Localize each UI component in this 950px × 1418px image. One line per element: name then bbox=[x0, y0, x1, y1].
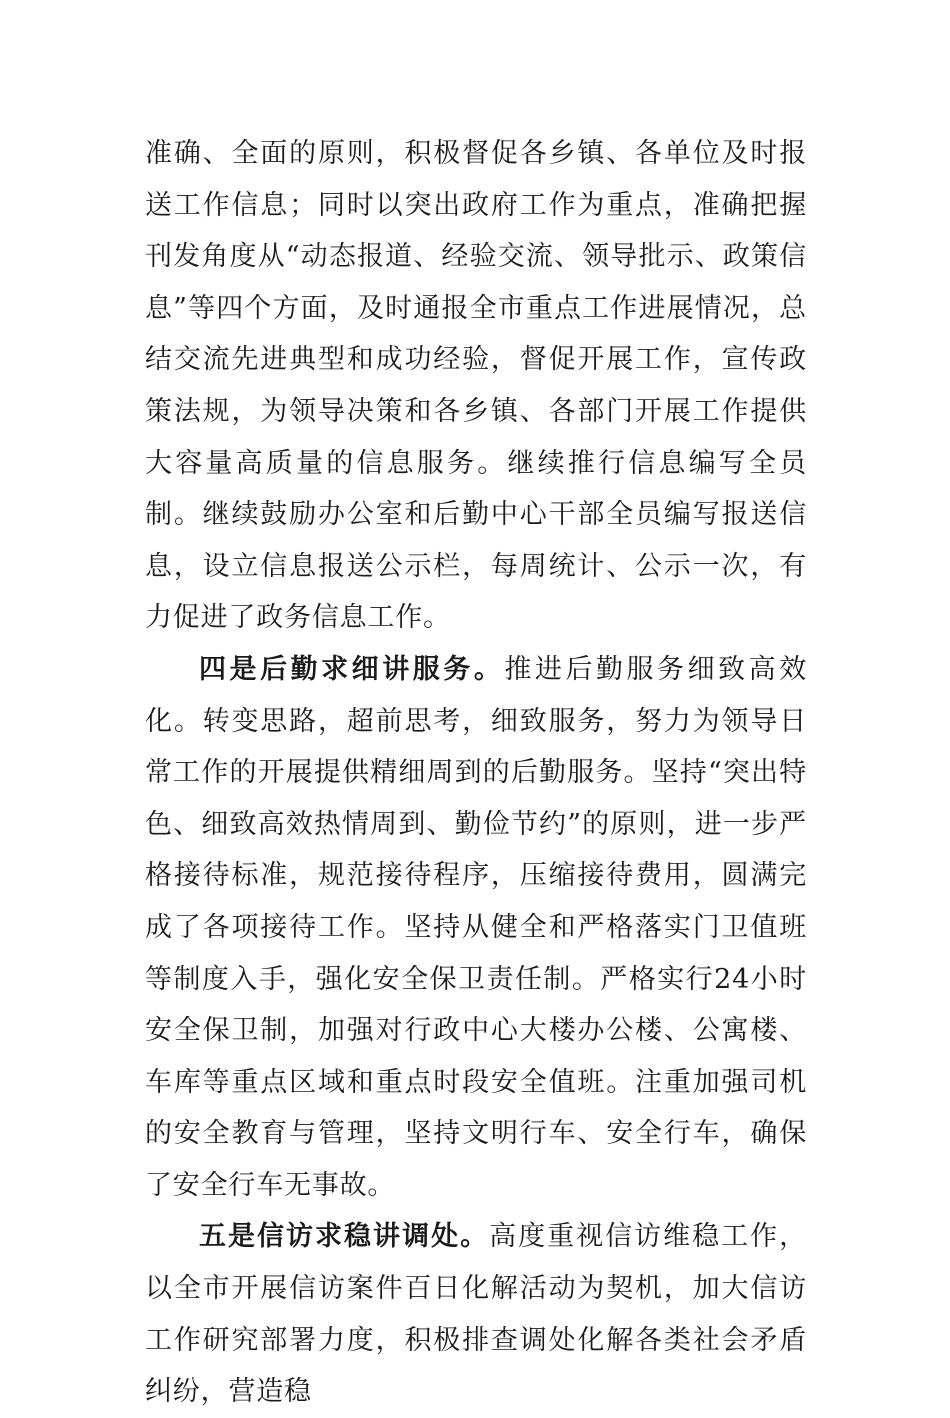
paragraph-heading: 四是后勤求细讲服务。 bbox=[199, 653, 505, 685]
paragraph-info-work bbox=[145, 128, 807, 644]
paragraph-text: 准确、全面的原则，积极督促各乡镇、各单位及时报送工作信息；同时以突出政府工作为重点，准确把握刊发角度从“动态报道、经验交流、领导批示、政策信息”等四个方面，及时通报全市重点工作进展情况，总结交流先进典型和成功经验，督促开展工作，宣传政策法规，为领导决策和各乡镇、各部门开展工作提供大容量高质量的信息服务。继续推行信息编写全员制。继续鼓励办公室和后勤中心干部全员编写报送信息，设立信息报送公示栏，每周统计、公示一次，有力促进了政务信息工作。 bbox=[145, 138, 807, 634]
paragraph-logistics bbox=[145, 644, 807, 1212]
document-page bbox=[145, 128, 807, 1418]
paragraph-text: 推进后勤服务细致高效化。转变思路，超前思考，细致服务，努力为领导日常工作的开展提供精细周到的后勤服务。坚持“突出特色、细致高效热情周到、勤俭节约”的原则，进一步严格接待标准，规范接待程序，压缩接待费用，圆满完成了各项接待工作。坚持从健全和严格落实门卫值班等制度入手，强化安全保卫责任制。严格实行24小时安全保卫制，加强对行政中心大楼办公楼、公寓楼、车库等重点区域和重点时段安全值班。注重加强司机的安全教育与管理，坚持文明行车、安全行车，确保了安全行车无事故。 bbox=[145, 653, 808, 1201]
paragraph-petition bbox=[145, 1211, 807, 1417]
paragraph-text: 高度重视信访维稳工作，以全市开展信访案件百日化解活动为契机，加大信访工作研究部署力度，积极排查调处化解各类社会矛盾纠纷，营造稳 bbox=[145, 1221, 807, 1408]
paragraph-heading: 五是信访求稳讲调处。 bbox=[199, 1221, 490, 1253]
